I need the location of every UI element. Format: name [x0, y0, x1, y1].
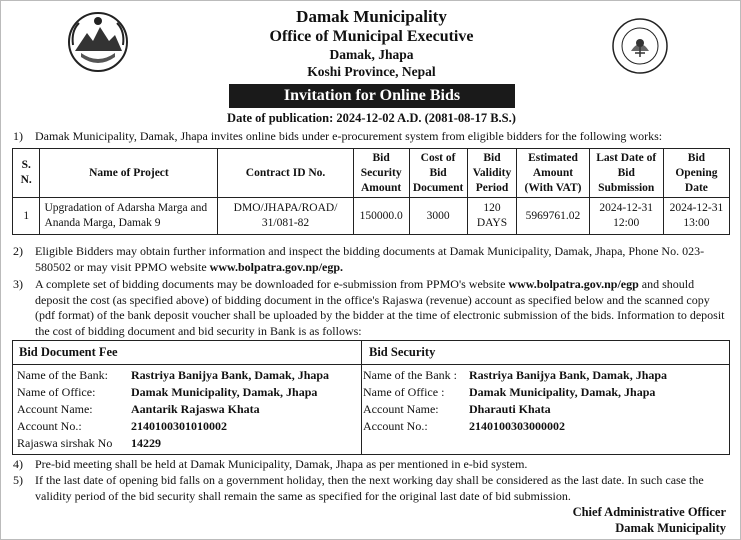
fee-label: Name of the Bank: [17, 368, 108, 382]
cell-contract: DMO/JHAPA/ROAD/ 31/081-82 [218, 198, 353, 235]
fee-label: Name of Office: [17, 385, 96, 399]
paragraph-2 [13, 244, 731, 275]
bank-details-box [12, 340, 730, 455]
ppmo-link[interactable]: www.bolpatra.gov.np/egp [508, 277, 639, 291]
cell-last-date: 2024-12-31 12:00 [589, 198, 663, 235]
cell-sn: 1 [13, 198, 40, 235]
col-contract: Contract ID No. [218, 149, 353, 198]
paragraph-5 [13, 473, 731, 504]
security-value: 2140100303000002 [469, 419, 565, 433]
paragraph-number: 3) [13, 277, 23, 291]
security-label: Account Name: [363, 402, 439, 416]
cell-project: Upgradation of Adarsha Marga and Ananda Marga, Damak 9 [40, 198, 218, 235]
security-value: Dharauti Khata [469, 402, 551, 416]
paragraph-number: 4) [13, 457, 23, 471]
fee-label: Rajaswa sirshak No [17, 436, 113, 450]
works-table [12, 148, 730, 235]
office-name: Office of Municipal Executive [269, 28, 474, 45]
paragraph-text-a: A complete set of bidding documents may be downloaded for e-submission from PPMO's website [35, 277, 506, 291]
security-label: Name of the Bank : [363, 368, 457, 382]
col-last-date: Last Date of Bid Submission [589, 149, 663, 198]
paragraph-number: 2) [13, 244, 23, 258]
cell-bid-security: 150000.0 [353, 198, 409, 235]
cell-opening: 2024-12-31 13:00 [663, 198, 729, 235]
paragraph-text-body: Eligible Bidders may obtain further information and inspect the bidding documents at Damak Municipality, Damak, Jhapa, Phone No. 023-580502 or may visit PPMO website [35, 244, 705, 274]
bid-document-fee-title: Bid Document Fee [19, 345, 118, 359]
bid-security-title: Bid Security [369, 345, 436, 359]
signatory-office: Damak Municipality [615, 521, 726, 535]
municipality-name: Damak Municipality [296, 7, 447, 26]
fee-value: Rastriya Banijya Bank, Damak, Jhapa [131, 368, 330, 382]
notice-banner: Invitation for Online Bids [229, 84, 515, 108]
fee-value: 14229 [131, 436, 161, 450]
col-bid-security: Bid Security Amount [353, 149, 409, 198]
column-divider [361, 341, 362, 454]
col-cost: Cost of Bid Document [409, 149, 467, 198]
paragraph-text [13, 244, 731, 275]
paragraph-text-b: and should deposit the cost (as specified above) of bidding document in the office's Rajaswa (revenue) account as specified below and the scanned copy (pdf format) of the bank deposit voucher shall be uploaded by the bidder at the time of electronic submission of the bids. Information to deposit the cost of bidding document and bid security in Bank is as follows: [35, 277, 725, 338]
header-divider [13, 364, 729, 365]
cell-cost: 3000 [409, 198, 467, 235]
paragraph-text: Damak Municipality, Damak, Jhapa invites online bids under e-procurement system from eligible bidders for the following works: [35, 129, 663, 143]
paragraph-4 [13, 457, 731, 473]
col-sn: S. N. [13, 149, 40, 198]
paragraph-text [13, 277, 731, 339]
security-value: Rastriya Banijya Bank, Damak, Jhapa [469, 368, 668, 382]
col-validity: Bid Validity Period [467, 149, 517, 198]
fee-label: Account No.: [17, 419, 82, 433]
letterhead [1, 7, 741, 80]
ppmo-link[interactable]: www.bolpatra.gov.np/egp. [209, 259, 344, 274]
cell-validity: 120 DAYS [467, 198, 517, 235]
col-opening: Bid Opening Date [663, 149, 729, 198]
signatory-title: Chief Administrative Officer [572, 505, 726, 519]
paragraph-3 [13, 277, 731, 339]
fee-value: Damak Municipality, Damak, Jhapa [131, 385, 318, 399]
security-value: Damak Municipality, Damak, Jhapa [469, 385, 656, 399]
fee-value: 2140100301010002 [131, 419, 227, 433]
security-label: Name of Office : [363, 385, 445, 399]
cell-estimated: 5969761.02 [517, 198, 589, 235]
col-project: Name of Project [40, 149, 218, 198]
paragraph-1 [13, 129, 731, 145]
publication-date: Date of publication: 2024-12-02 A.D. (2081-08-17 B.S.) [227, 111, 516, 125]
col-estimated: Estimated Amount (With VAT) [517, 149, 589, 198]
paragraph-number: 5) [13, 473, 23, 487]
office-location: Damak, Jhapa [329, 47, 414, 62]
signature-block [573, 504, 726, 536]
fee-value: Aantarik Rajaswa Khata [131, 402, 260, 416]
paragraph-number: 1) [13, 129, 23, 143]
paragraph-text: If the last date of opening bid falls on a government holiday, then the next working day shall be considered as the last date. In such case the validity period of the bid security shall remain the same as specified for the original last date of bid submission. [35, 473, 704, 503]
fee-label: Account Name: [17, 402, 93, 416]
security-label: Account No.: [363, 419, 428, 433]
table-row [13, 198, 730, 235]
province-line: Koshi Province, Nepal [307, 64, 436, 79]
paragraph-text: Pre-bid meeting shall be held at Damak Municipality, Damak, Jhapa as per mentioned in e-bid system. [35, 457, 528, 471]
table-header-row [13, 149, 730, 198]
